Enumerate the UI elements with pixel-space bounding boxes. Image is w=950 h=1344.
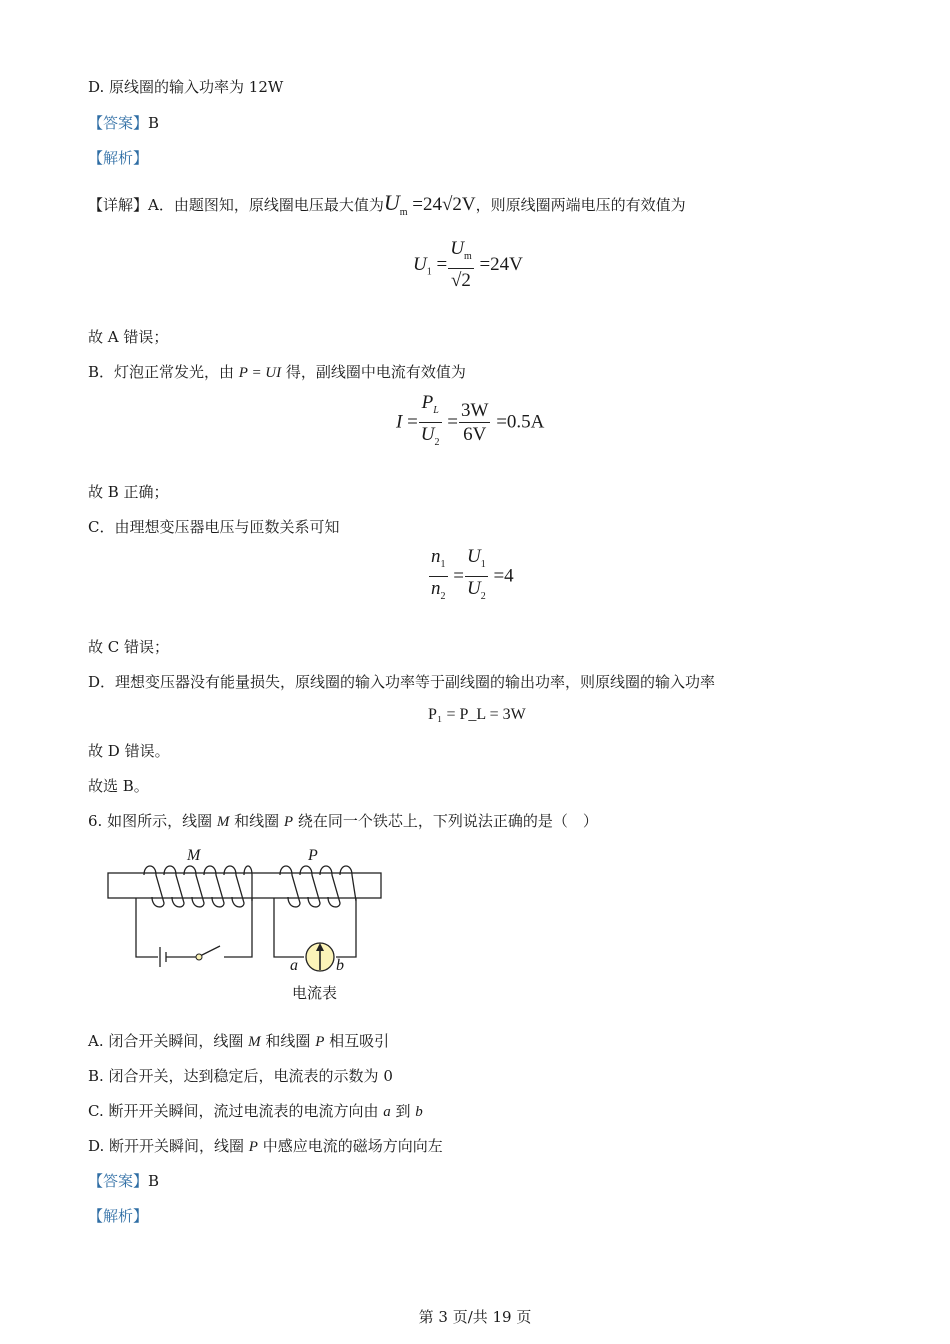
option-c: C. 断开开关瞬间，流过电流表的电流方向由 a 到 b bbox=[88, 1102, 423, 1120]
analysis-tag: 【解析】 bbox=[88, 149, 149, 167]
page-footer: 第 3 页/共 19 页 bbox=[418, 1308, 532, 1326]
detail-d: D．理想变压器没有能量损失，原线圈的输入功率等于副线圈的输出功率，则原线圈的输入功率 bbox=[88, 673, 716, 691]
option-b: B. 闭合开关，达到稳定后，电流表的示数为 0 bbox=[88, 1067, 393, 1085]
conclusion-a: 故 A 错误； bbox=[88, 328, 169, 346]
conclusion-b: 故 B 正确； bbox=[88, 483, 169, 501]
conclusion-c: 故 C 错误； bbox=[88, 638, 170, 656]
option-d: D. 断开开关瞬间，线圈 P 中感应电流的磁场方向向左 bbox=[88, 1137, 443, 1155]
equation-power: P₁ = P_L = 3W bbox=[428, 706, 526, 723]
option-d-prev: D. 原线圈的输入功率为 12W bbox=[88, 78, 284, 96]
label-p: P bbox=[308, 847, 318, 864]
detail-b-line: B．灯泡正常发光，由 P = UI 得，副线圈中电流有效值为 bbox=[88, 363, 466, 381]
q6-analysis-tag: 【解析】 bbox=[88, 1207, 149, 1225]
detail-a-tail: ，则原线圈两端电压的有效值为 bbox=[475, 196, 686, 214]
equation-current: I = $\frac{P_L}{U_2}$ = $\frac{3W}{6V}$ =0.5A bbox=[396, 392, 545, 448]
detail-a-text: A．由题图知，原线圈电压最大值为 bbox=[148, 196, 384, 214]
label-a: a bbox=[290, 957, 298, 974]
pui-formula: P = UI bbox=[238, 365, 282, 381]
answer-tag: 【答案】 bbox=[88, 114, 149, 132]
q6-answer-value: B bbox=[148, 1172, 160, 1190]
circuit-diagram-icon bbox=[100, 845, 390, 975]
detail-a-line bbox=[88, 190, 686, 218]
conclusion-d: 故 D 错误。 bbox=[88, 742, 170, 760]
um-formula: $U_m =24√2V$ bbox=[383, 190, 476, 218]
label-m: M bbox=[187, 847, 201, 864]
detail-tag: 【详解】 bbox=[88, 196, 149, 214]
final-choice: 故选 B。 bbox=[88, 777, 149, 795]
question-6-stem: 6. 如图所示，线圈 M 和线圈 P 绕在同一个铁芯上，下列说法正确的是（ ） bbox=[88, 812, 598, 830]
ammeter-caption: 电流表 bbox=[292, 984, 338, 1002]
circuit-figure bbox=[100, 845, 390, 1005]
option-a: A. 闭合开关瞬间，线圈 M 和线圈 P 相互吸引 bbox=[88, 1032, 390, 1050]
detail-c: C．由理想变压器电压与匝数关系可知 bbox=[88, 518, 340, 536]
equation-u1: $U_1$ = $\frac{U_m}{√2}$ =24V bbox=[413, 238, 523, 291]
q6-answer-line bbox=[88, 1170, 159, 1191]
answer-line bbox=[88, 112, 159, 133]
equation-ratio: $\frac{n_1}{n_2}$ = $\frac{U_1}{U_2}$ =4 bbox=[431, 546, 514, 602]
answer-value: B bbox=[148, 114, 160, 132]
label-b: b bbox=[336, 957, 344, 974]
q6-answer-tag: 【答案】 bbox=[88, 1172, 149, 1190]
